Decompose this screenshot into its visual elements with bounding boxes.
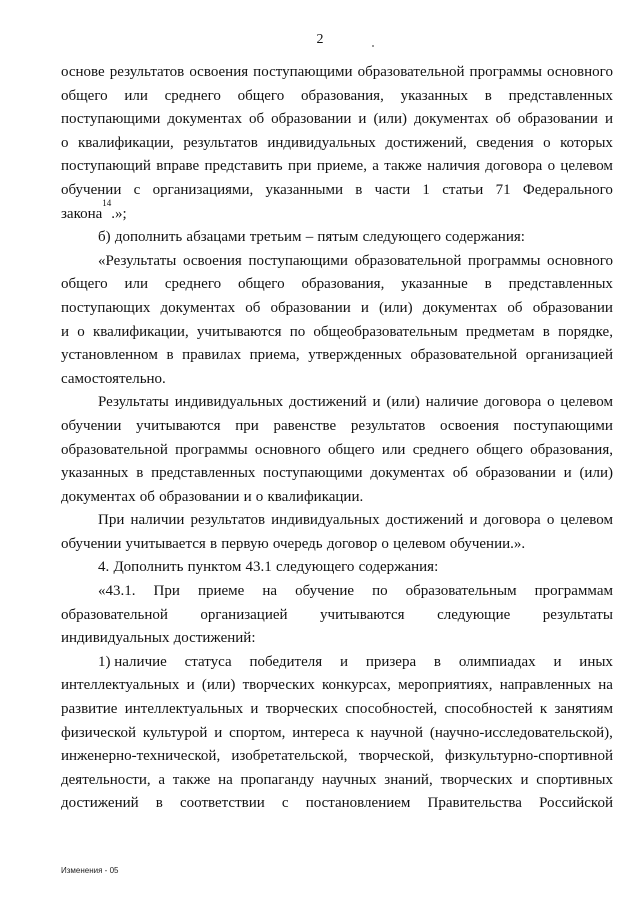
word: образовательной — [357, 64, 465, 80]
word: указанными — [265, 181, 344, 198]
text-line — [61, 533, 613, 557]
word: и — [358, 111, 367, 128]
word: следующего — [362, 229, 442, 246]
word: в — [484, 276, 492, 293]
word: развитие — [61, 701, 118, 718]
text-line — [61, 368, 613, 392]
text-line — [61, 769, 613, 793]
word: наличие — [425, 394, 479, 411]
text-line — [61, 580, 613, 604]
word: общего — [237, 276, 285, 293]
word: приеме, — [316, 158, 367, 175]
text-line — [61, 250, 613, 274]
word: дополнить — [114, 229, 183, 246]
word: с — [133, 181, 141, 198]
word: о — [547, 394, 555, 411]
word: индивидуальных — [174, 394, 284, 411]
word: творческих — [440, 771, 513, 788]
word: приема, — [249, 347, 300, 364]
word: «43.1. — [98, 583, 136, 600]
word: знаний, — [384, 771, 433, 788]
word: б) — [98, 229, 111, 246]
text-line — [61, 651, 613, 675]
text-line — [61, 604, 613, 628]
word: интеллектуальных — [124, 701, 244, 718]
word: результатов — [183, 134, 258, 151]
word: также — [172, 771, 211, 788]
word: освоения — [440, 417, 499, 434]
word: 71 — [495, 181, 511, 198]
word: о — [543, 134, 551, 151]
word: договора — [484, 394, 542, 411]
word: представленных — [508, 276, 613, 293]
word: обучении.». — [449, 535, 526, 552]
word: результаты — [542, 606, 613, 623]
text-line — [61, 85, 613, 109]
word: об — [507, 299, 523, 316]
word: следующего — [275, 559, 355, 576]
word: среднего — [412, 441, 469, 458]
text-line — [61, 321, 613, 345]
word: поступающими — [253, 64, 353, 80]
word: спортом, — [229, 724, 286, 741]
word: и — [339, 653, 348, 670]
text-line — [61, 745, 613, 769]
word: и — [360, 299, 369, 316]
word: в — [209, 535, 218, 552]
word: и — [469, 512, 478, 529]
word: поступающими — [248, 252, 348, 269]
word: образовательной — [61, 606, 168, 623]
word: об — [249, 111, 265, 128]
word: научной — [370, 724, 424, 741]
word: освоения — [189, 64, 249, 80]
word: порядке, — [558, 323, 613, 340]
word: .»; — [111, 205, 127, 222]
word: и — [250, 701, 259, 718]
word: обучение — [295, 583, 355, 600]
word: общеобразовательным — [313, 323, 458, 340]
word: достижений, — [385, 134, 467, 151]
word: учитываются — [320, 606, 405, 623]
word: программы — [469, 64, 542, 80]
word: способностей — [444, 701, 533, 718]
word: образовании — [475, 465, 556, 482]
word: творческих — [265, 701, 338, 718]
word: и — [214, 724, 223, 741]
word: результатов — [350, 417, 426, 434]
word: общего — [328, 441, 375, 458]
word: наличия — [427, 158, 480, 175]
word: спортивных — [536, 771, 613, 788]
text-line — [61, 391, 613, 415]
text-line — [61, 155, 613, 179]
word: целевом — [560, 512, 613, 529]
word: квалификации. — [267, 488, 364, 505]
word: или — [124, 87, 148, 104]
text-line — [61, 197, 613, 227]
word: а — [372, 158, 379, 175]
word: соответствии — [180, 795, 265, 812]
word: основного — [547, 252, 613, 269]
text-line — [61, 179, 613, 203]
word: образовательной — [354, 252, 462, 269]
word: в — [542, 323, 550, 340]
word: статуса — [184, 653, 232, 670]
word: индивидуальных — [271, 512, 380, 529]
word: самостоятельно. — [61, 370, 166, 387]
word: об — [452, 465, 468, 482]
word: о — [77, 323, 85, 340]
word: организациями, — [152, 181, 254, 198]
word: целевом — [560, 158, 613, 175]
word: квалификации, — [78, 134, 174, 151]
word: деятельности, — [61, 771, 151, 788]
word: освоения — [182, 252, 242, 269]
word: культурой — [142, 724, 208, 741]
word: образовании — [532, 299, 613, 316]
word: по — [372, 583, 388, 600]
word: о — [61, 134, 69, 151]
word: интереса — [292, 724, 350, 741]
word: результатов — [190, 512, 266, 529]
word: интеллектуальных — [61, 677, 180, 694]
word: образовательной — [61, 441, 168, 458]
text-line — [61, 674, 613, 698]
word: об — [245, 299, 261, 316]
word: квалификации, — [92, 323, 189, 340]
word: закона — [61, 205, 103, 222]
word: иных — [579, 653, 613, 670]
text-line — [61, 509, 613, 533]
word: в — [433, 653, 442, 670]
word: общего — [476, 441, 523, 458]
word: документах — [61, 488, 136, 505]
word: призера — [365, 653, 417, 670]
word: творческих — [242, 677, 315, 694]
word: и — [372, 394, 381, 411]
word: основного — [254, 441, 321, 458]
word: документах — [413, 111, 489, 128]
word: достижений — [61, 795, 139, 812]
word: способностей, — [345, 701, 438, 718]
word: абзацами — [186, 229, 246, 246]
word: (или) — [386, 394, 420, 411]
word: образовании — [517, 111, 598, 128]
word: договора — [485, 158, 543, 175]
word: о — [546, 512, 555, 529]
word: учитываются — [196, 323, 282, 340]
word: Правительства — [427, 795, 522, 812]
word: мероприятиях, — [398, 677, 493, 694]
word: «Результаты — [98, 252, 177, 269]
word: к — [539, 701, 548, 718]
word: равенстве — [273, 417, 337, 434]
word: физкультурно-спортивной — [445, 748, 613, 765]
word: договора — [483, 512, 541, 529]
word: указанные — [401, 276, 468, 293]
text-line — [61, 792, 613, 816]
word: представить — [204, 158, 283, 175]
word: общего — [61, 276, 108, 293]
word: учитываются — [136, 417, 221, 434]
word: а — [158, 771, 166, 788]
word: занятиям — [554, 701, 613, 718]
word: образовании — [159, 488, 240, 505]
word: достижений — [289, 394, 367, 411]
word: с — [281, 795, 289, 812]
word: части — [374, 181, 411, 198]
word: содержания: — [445, 229, 525, 246]
word: образования, — [301, 276, 385, 293]
word: поступающий — [61, 158, 151, 175]
text-line — [61, 273, 613, 297]
text-line — [61, 132, 613, 156]
text-line — [61, 108, 613, 132]
word: документах — [167, 111, 242, 128]
word: При — [98, 512, 125, 529]
word: организацией — [200, 606, 288, 623]
word: образовании — [270, 299, 351, 316]
word: – — [305, 229, 314, 246]
word: пятым — [317, 229, 359, 246]
word: поступающими — [513, 417, 613, 434]
word: пропаганду — [240, 771, 315, 788]
word: об — [139, 488, 155, 505]
word: и — [553, 653, 562, 670]
word: (научно-исследовательской), — [429, 724, 613, 741]
word: на — [262, 583, 278, 600]
word: достижений: — [173, 630, 256, 647]
word: документах — [422, 299, 498, 316]
text-line — [61, 462, 613, 486]
word: установленном — [61, 347, 158, 364]
word: предметам — [465, 323, 535, 340]
footnote-ref: 14 — [102, 197, 112, 208]
word: представленных — [151, 465, 256, 482]
word: физической — [61, 724, 136, 741]
footer-revision-note: Изменения - 05 — [61, 866, 119, 875]
word: об — [495, 111, 511, 128]
word: образовании — [271, 111, 352, 128]
word: среднего — [164, 87, 221, 104]
word: приеме — [197, 583, 245, 600]
text-line — [61, 344, 613, 368]
word: и — [61, 323, 70, 340]
word: среднего — [164, 276, 222, 293]
word: Результаты — [98, 394, 169, 411]
word: программы — [175, 441, 248, 458]
word: по — [289, 323, 306, 340]
word: обучении — [61, 535, 122, 552]
word: в — [136, 465, 144, 482]
text-line — [61, 297, 613, 321]
word: образовательной — [410, 347, 518, 364]
word: о — [381, 535, 389, 552]
word: инженерно-технической, — [61, 748, 221, 765]
page-number: 2 — [316, 32, 324, 47]
word: и — [604, 111, 613, 128]
word: учитывается — [125, 535, 206, 552]
word: или — [381, 441, 406, 458]
word: содержания: — [358, 559, 439, 576]
word: общего — [237, 87, 285, 104]
word: организацией — [525, 347, 613, 364]
word: сведения — [476, 134, 534, 151]
word: о — [255, 488, 264, 505]
text-line — [61, 226, 613, 250]
word: обучении — [61, 417, 122, 434]
word: поступающих — [61, 299, 151, 316]
word: индивидуальных — [61, 630, 170, 647]
text-line — [61, 698, 613, 722]
word: 1) наличие — [98, 653, 167, 670]
word: также — [384, 158, 422, 175]
word: утвержденных — [308, 347, 402, 364]
word: образования, — [300, 87, 384, 104]
text-line — [61, 627, 613, 651]
word: представленных — [508, 87, 613, 104]
word: в — [166, 347, 174, 364]
word: или — [124, 276, 149, 293]
word: Дополнить — [113, 559, 184, 576]
word: изобретательской, — [231, 748, 348, 765]
word: образования, — [530, 441, 613, 458]
word: и — [243, 488, 252, 505]
word: Федерального — [522, 181, 613, 198]
word: первую — [221, 535, 269, 552]
text-line — [61, 722, 613, 746]
word: статьи — [442, 181, 484, 198]
word: победителя — [249, 653, 323, 670]
word: договор — [326, 535, 378, 552]
word: и — [563, 465, 572, 482]
text-line — [61, 556, 613, 580]
word: целевом — [560, 394, 613, 411]
word: общего — [61, 87, 108, 104]
word: олимпиадах — [458, 653, 536, 670]
word: творческой, — [358, 748, 434, 765]
word: обучении — [61, 181, 122, 198]
word: индивидуальных — [267, 134, 376, 151]
word: (или) — [373, 111, 407, 128]
word: 43.1 — [245, 559, 272, 576]
word: указанных — [61, 465, 129, 482]
text-line — [61, 486, 613, 510]
scan-speck — [372, 45, 374, 47]
word: основе — [61, 64, 105, 80]
word: о — [547, 158, 556, 175]
word: очередь — [272, 535, 323, 552]
word: пунктом — [187, 559, 242, 576]
word: к — [356, 724, 364, 741]
word: (или) — [579, 465, 613, 482]
word: поступающими — [263, 465, 363, 482]
word: указанных — [400, 87, 468, 104]
word: Российской — [539, 795, 613, 812]
word: результатов — [109, 64, 185, 80]
word: на — [218, 771, 233, 788]
word: на — [598, 677, 613, 694]
word: которых — [560, 134, 613, 151]
word: основного — [547, 64, 613, 80]
word: наличии — [130, 512, 185, 529]
text-line — [61, 61, 613, 85]
text-line — [61, 439, 613, 463]
word: документах — [160, 299, 236, 316]
word: 1 — [422, 181, 430, 198]
word: постановлением — [305, 795, 411, 812]
word: третьим — [249, 229, 302, 246]
word: 4. — [98, 559, 110, 576]
word: программам — [534, 583, 613, 600]
word: конкурсах, — [322, 677, 391, 694]
word: При — [153, 583, 180, 600]
word: и — [186, 677, 195, 694]
word: целевом — [393, 535, 446, 552]
word: программы — [468, 252, 541, 269]
word: при — [235, 417, 259, 434]
word: в — [355, 181, 363, 198]
word: в — [484, 87, 492, 104]
word: при — [287, 158, 312, 175]
word: направленных — [499, 677, 592, 694]
word: образовательным — [405, 583, 517, 600]
document-body — [61, 61, 613, 816]
word: правилах — [182, 347, 242, 364]
word: достижений — [385, 512, 464, 529]
word: вправе — [156, 158, 200, 175]
text-line — [61, 415, 613, 439]
word: научных — [321, 771, 377, 788]
word: в — [155, 795, 163, 812]
word: (или) — [379, 299, 413, 316]
word: (или) — [201, 677, 236, 694]
word: документах — [370, 465, 445, 482]
word: и — [520, 771, 529, 788]
word: следующие — [437, 606, 511, 623]
word: поступающими — [61, 111, 161, 128]
